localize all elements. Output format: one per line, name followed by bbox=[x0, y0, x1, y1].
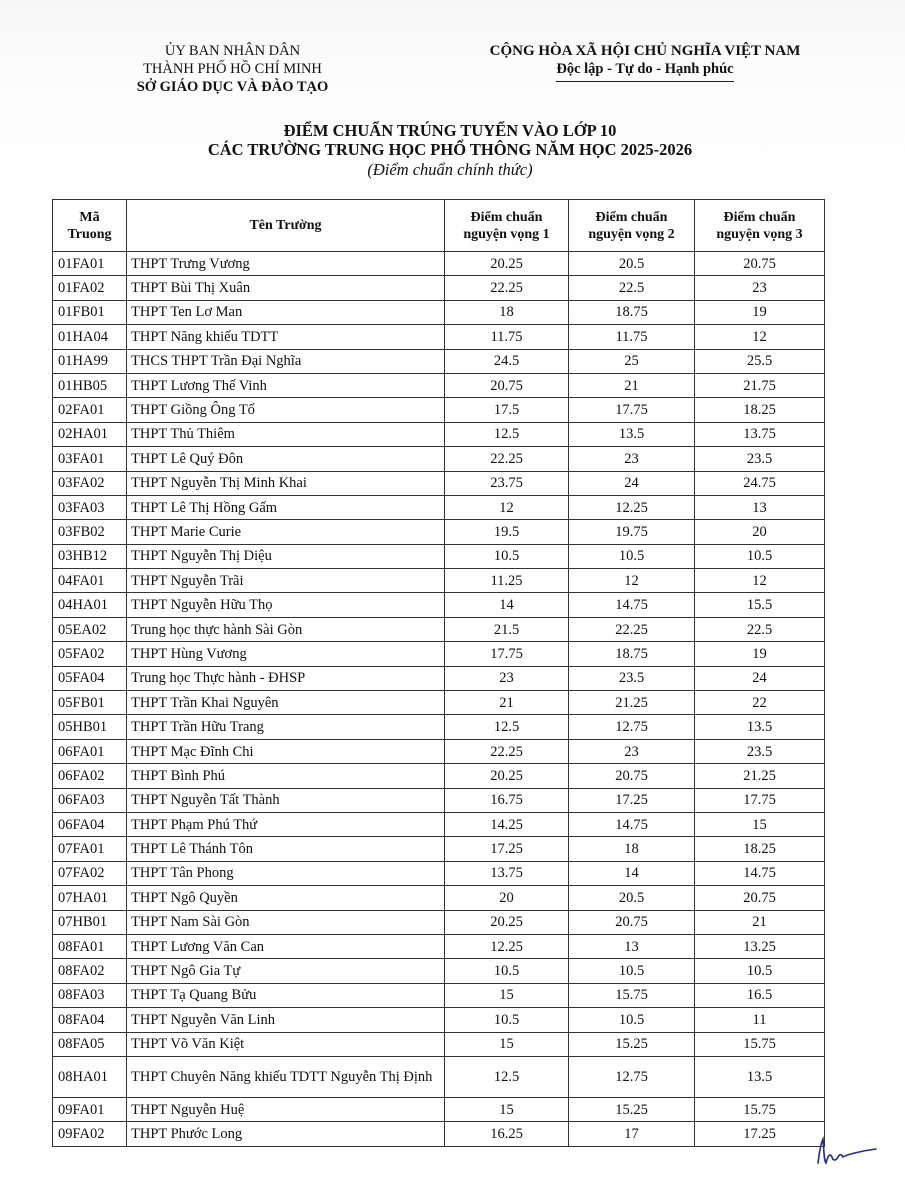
score-nv2-cell: 20.5 bbox=[569, 886, 695, 910]
score-nv1-cell: 20.75 bbox=[445, 373, 569, 397]
score-nv2-cell: 14.75 bbox=[569, 812, 695, 836]
school-code-cell: 01FA02 bbox=[53, 276, 127, 300]
score-nv2-cell: 24 bbox=[569, 471, 695, 495]
school-name-cell: THPT Hùng Vương bbox=[127, 642, 445, 666]
score-nv2-cell: 12 bbox=[569, 569, 695, 593]
score-nv2-cell: 12.75 bbox=[569, 715, 695, 739]
table-row bbox=[53, 276, 825, 300]
table-row bbox=[53, 300, 825, 324]
score-nv2-cell: 21 bbox=[569, 373, 695, 397]
score-nv3-cell: 12 bbox=[695, 325, 825, 349]
score-nv3-cell: 18.25 bbox=[695, 837, 825, 861]
score-nv1-cell: 16.75 bbox=[445, 788, 569, 812]
score-nv3-cell: 20.75 bbox=[695, 252, 825, 276]
score-nv1-cell: 20 bbox=[445, 886, 569, 910]
school-name-cell: THPT Ngô Quyền bbox=[127, 886, 445, 910]
score-nv1-cell: 10.5 bbox=[445, 1008, 569, 1032]
header-nv2 bbox=[569, 200, 695, 252]
score-nv2-cell: 18.75 bbox=[569, 300, 695, 324]
score-nv1-cell: 11.75 bbox=[445, 325, 569, 349]
header-nv1 bbox=[445, 200, 569, 252]
score-nv1-cell: 18 bbox=[445, 300, 569, 324]
school-code-cell: 01HA04 bbox=[53, 325, 127, 349]
score-nv3-cell: 23 bbox=[695, 276, 825, 300]
score-nv3-cell: 11 bbox=[695, 1008, 825, 1032]
score-nv2-cell: 20.75 bbox=[569, 764, 695, 788]
document-title bbox=[80, 121, 820, 159]
table-row bbox=[53, 1097, 825, 1121]
score-nv1-cell: 17.75 bbox=[445, 642, 569, 666]
score-nv2-cell: 18.75 bbox=[569, 642, 695, 666]
score-nv3-cell: 21 bbox=[695, 910, 825, 934]
school-code-cell: 03HB12 bbox=[53, 544, 127, 568]
school-name-cell: THPT Tạ Quang Bửu bbox=[127, 983, 445, 1007]
score-nv1-cell: 23 bbox=[445, 666, 569, 690]
school-code-cell: 07HB01 bbox=[53, 910, 127, 934]
score-nv3-cell: 10.5 bbox=[695, 959, 825, 983]
school-name-cell: THPT Thủ Thiêm bbox=[127, 422, 445, 446]
header-nv1-line-1: Điểm chuẩn bbox=[470, 209, 543, 225]
school-code-cell: 03FB02 bbox=[53, 520, 127, 544]
school-code-cell: 06FA03 bbox=[53, 788, 127, 812]
school-name-cell: THPT Nguyễn Trãi bbox=[127, 569, 445, 593]
table-row bbox=[53, 544, 825, 568]
score-nv2-cell: 23.5 bbox=[569, 666, 695, 690]
score-nv1-cell: 14 bbox=[445, 593, 569, 617]
score-nv3-cell: 18.25 bbox=[695, 398, 825, 422]
school-code-cell: 07FA01 bbox=[53, 837, 127, 861]
header-nv2-line-1: Điểm chuẩn bbox=[595, 209, 668, 225]
table-row bbox=[53, 422, 825, 446]
school-code-cell: 03FA01 bbox=[53, 447, 127, 471]
school-code-cell: 05HB01 bbox=[53, 715, 127, 739]
school-code-cell: 08HA01 bbox=[53, 1056, 127, 1097]
table-row bbox=[53, 593, 825, 617]
score-nv3-cell: 22.5 bbox=[695, 617, 825, 641]
school-code-cell: 03FA02 bbox=[53, 471, 127, 495]
school-code-cell: 06FA04 bbox=[53, 812, 127, 836]
score-nv1-cell: 15 bbox=[445, 1032, 569, 1056]
header-nv3 bbox=[695, 200, 825, 252]
school-name-cell: THPT Bùi Thị Xuân bbox=[127, 276, 445, 300]
table-row bbox=[53, 691, 825, 715]
score-nv1-cell: 17.5 bbox=[445, 398, 569, 422]
score-nv2-cell: 23 bbox=[569, 447, 695, 471]
score-nv1-cell: 16.25 bbox=[445, 1122, 569, 1146]
score-nv2-cell: 23 bbox=[569, 739, 695, 763]
score-nv3-cell: 13 bbox=[695, 495, 825, 519]
table-row bbox=[53, 1056, 825, 1097]
score-nv2-cell: 19.75 bbox=[569, 520, 695, 544]
school-name-cell: THPT Võ Văn Kiệt bbox=[127, 1032, 445, 1056]
school-code-cell: 05EA02 bbox=[53, 617, 127, 641]
school-code-cell: 01HA99 bbox=[53, 349, 127, 373]
school-code-cell: 02HA01 bbox=[53, 422, 127, 446]
table-body bbox=[53, 252, 825, 1147]
table-row bbox=[53, 471, 825, 495]
school-name-cell: THPT Trưng Vương bbox=[127, 252, 445, 276]
score-nv2-cell: 10.5 bbox=[569, 544, 695, 568]
table-row bbox=[53, 398, 825, 422]
score-nv3-cell: 15.5 bbox=[695, 593, 825, 617]
score-nv1-cell: 21 bbox=[445, 691, 569, 715]
score-nv2-cell: 15.25 bbox=[569, 1032, 695, 1056]
score-nv1-cell: 21.5 bbox=[445, 617, 569, 641]
national-motto: Độc lập - Tự do - Hạnh phúc bbox=[556, 60, 733, 82]
score-nv3-cell: 20 bbox=[695, 520, 825, 544]
school-name-cell: THCS THPT Trần Đại Nghĩa bbox=[127, 349, 445, 373]
header-school-code bbox=[53, 200, 127, 252]
score-nv2-cell: 25 bbox=[569, 349, 695, 373]
table-row bbox=[53, 959, 825, 983]
school-name-cell: THPT Nam Sài Gòn bbox=[127, 910, 445, 934]
table-row bbox=[53, 252, 825, 276]
table-row bbox=[53, 666, 825, 690]
table-row bbox=[53, 739, 825, 763]
table-row bbox=[53, 1122, 825, 1146]
score-nv1-cell: 12.5 bbox=[445, 1056, 569, 1097]
score-nv3-cell: 15 bbox=[695, 812, 825, 836]
title-line-2: CÁC TRƯỜNG TRUNG HỌC PHỔ THÔNG NĂM HỌC 2025-2026 bbox=[207, 140, 693, 159]
header-nv1-line-2: nguyện vọng 1 bbox=[463, 226, 550, 242]
score-nv2-cell: 13.5 bbox=[569, 422, 695, 446]
school-code-cell: 01HB05 bbox=[53, 373, 127, 397]
score-nv3-cell: 23.5 bbox=[695, 447, 825, 471]
table-row bbox=[53, 1008, 825, 1032]
table-row bbox=[53, 715, 825, 739]
school-code-cell: 08FA01 bbox=[53, 934, 127, 958]
score-nv3-cell: 13.75 bbox=[695, 422, 825, 446]
table-row bbox=[53, 934, 825, 958]
score-nv3-cell: 10.5 bbox=[695, 544, 825, 568]
school-name-cell: THPT Trần Hữu Trang bbox=[127, 715, 445, 739]
header-code-line-1: Mã bbox=[79, 209, 100, 225]
school-code-cell: 09FA01 bbox=[53, 1097, 127, 1121]
score-nv3-cell: 19 bbox=[695, 300, 825, 324]
school-code-cell: 07HA01 bbox=[53, 886, 127, 910]
school-code-cell: 04FA01 bbox=[53, 569, 127, 593]
table-row bbox=[53, 520, 825, 544]
score-nv1-cell: 12.5 bbox=[445, 715, 569, 739]
header-nv3-line-1: Điểm chuẩn bbox=[723, 209, 796, 225]
school-code-cell: 08FA04 bbox=[53, 1008, 127, 1032]
score-nv2-cell: 13 bbox=[569, 934, 695, 958]
school-name-cell: THPT Giồng Ông Tố bbox=[127, 398, 445, 422]
score-nv1-cell: 10.5 bbox=[445, 959, 569, 983]
school-name-cell: THPT Lê Thị Hồng Gấm bbox=[127, 495, 445, 519]
school-name-cell: THPT Phước Long bbox=[127, 1122, 445, 1146]
school-name-cell: THPT Lương Văn Can bbox=[127, 934, 445, 958]
school-name-cell: THPT Lê Thánh Tôn bbox=[127, 837, 445, 861]
score-nv3-cell: 24 bbox=[695, 666, 825, 690]
school-code-cell: 08FA05 bbox=[53, 1032, 127, 1056]
signature-mark bbox=[812, 1133, 882, 1173]
school-code-cell: 06FA02 bbox=[53, 764, 127, 788]
school-name-cell: THPT Chuyên Năng khiếu TDTT Nguyễn Thị Định bbox=[127, 1056, 445, 1097]
score-nv3-cell: 20.75 bbox=[695, 886, 825, 910]
authority-line-3: SỞ GIÁO DỤC VÀ ĐÀO TẠO bbox=[136, 79, 329, 95]
score-nv2-cell: 15.75 bbox=[569, 983, 695, 1007]
score-nv1-cell: 20.25 bbox=[445, 252, 569, 276]
school-name-cell: Trung học thực hành Sài Gòn bbox=[127, 617, 445, 641]
score-nv2-cell: 17 bbox=[569, 1122, 695, 1146]
school-code-cell: 05FA02 bbox=[53, 642, 127, 666]
school-code-cell: 05FB01 bbox=[53, 691, 127, 715]
table-header-row bbox=[53, 200, 825, 252]
score-nv3-cell: 15.75 bbox=[695, 1097, 825, 1121]
score-nv1-cell: 12.5 bbox=[445, 422, 569, 446]
score-nv1-cell: 23.75 bbox=[445, 471, 569, 495]
table-row bbox=[53, 617, 825, 641]
score-nv1-cell: 15 bbox=[445, 983, 569, 1007]
table-row bbox=[53, 886, 825, 910]
school-code-cell: 01FA01 bbox=[53, 252, 127, 276]
score-nv2-cell: 20.75 bbox=[569, 910, 695, 934]
table-row bbox=[53, 764, 825, 788]
score-nv2-cell: 22.5 bbox=[569, 276, 695, 300]
score-nv3-cell: 23.5 bbox=[695, 739, 825, 763]
score-nv2-cell: 12.25 bbox=[569, 495, 695, 519]
score-nv3-cell: 21.75 bbox=[695, 373, 825, 397]
school-name-cell: THPT Nguyễn Huệ bbox=[127, 1097, 445, 1121]
header-nv2-line-2: nguyện vọng 2 bbox=[588, 226, 675, 242]
score-nv3-cell: 16.5 bbox=[695, 983, 825, 1007]
table-row bbox=[53, 861, 825, 885]
school-code-cell: 08FA02 bbox=[53, 959, 127, 983]
score-nv1-cell: 22.25 bbox=[445, 276, 569, 300]
document-subtitle: (Điểm chuẩn chính thức) bbox=[367, 160, 533, 179]
table-row bbox=[53, 1032, 825, 1056]
table-row bbox=[53, 569, 825, 593]
table-row bbox=[53, 983, 825, 1007]
school-code-cell: 01FB01 bbox=[53, 300, 127, 324]
score-nv1-cell: 20.25 bbox=[445, 910, 569, 934]
score-nv3-cell: 14.75 bbox=[695, 861, 825, 885]
school-name-cell: THPT Marie Curie bbox=[127, 520, 445, 544]
school-name-cell: THPT Lê Quý Đôn bbox=[127, 447, 445, 471]
score-nv1-cell: 19.5 bbox=[445, 520, 569, 544]
score-nv3-cell: 25.5 bbox=[695, 349, 825, 373]
score-nv1-cell: 17.25 bbox=[445, 837, 569, 861]
score-nv1-cell: 22.25 bbox=[445, 739, 569, 763]
score-nv2-cell: 20.5 bbox=[569, 252, 695, 276]
school-name-cell: THPT Nguyễn Hữu Thọ bbox=[127, 593, 445, 617]
score-nv2-cell: 21.25 bbox=[569, 691, 695, 715]
score-nv2-cell: 12.75 bbox=[569, 1056, 695, 1097]
header-nv3-line-2: nguyện vọng 3 bbox=[716, 226, 803, 242]
school-code-cell: 09FA02 bbox=[53, 1122, 127, 1146]
header-code-line-2: Truong bbox=[67, 226, 112, 242]
table-row bbox=[53, 447, 825, 471]
school-code-cell: 03FA03 bbox=[53, 495, 127, 519]
title-line-1: ĐIỂM CHUẨN TRÚNG TUYỂN VÀO LỚP 10 bbox=[283, 121, 617, 140]
national-name: CỘNG HÒA XÃ HỘI CHỦ NGHĨA VIỆT NAM bbox=[489, 43, 801, 59]
school-name-cell: THPT Nguyễn Tất Thành bbox=[127, 788, 445, 812]
table-row bbox=[53, 788, 825, 812]
score-table bbox=[52, 199, 825, 1147]
score-nv3-cell: 21.25 bbox=[695, 764, 825, 788]
table-row bbox=[53, 837, 825, 861]
score-nv3-cell: 13.5 bbox=[695, 1056, 825, 1097]
school-name-cell: THPT Nguyễn Thị Minh Khai bbox=[127, 471, 445, 495]
score-nv2-cell: 22.25 bbox=[569, 617, 695, 641]
score-nv3-cell: 17.25 bbox=[695, 1122, 825, 1146]
score-nv1-cell: 14.25 bbox=[445, 812, 569, 836]
authority-line-2: THÀNH PHỐ HỒ CHÍ MINH bbox=[143, 61, 322, 77]
score-nv3-cell: 13.5 bbox=[695, 715, 825, 739]
issuing-authority bbox=[90, 42, 375, 96]
table-row bbox=[53, 373, 825, 397]
school-name-cell: THPT Nguyễn Văn Linh bbox=[127, 1008, 445, 1032]
score-nv1-cell: 11.25 bbox=[445, 569, 569, 593]
score-nv1-cell: 10.5 bbox=[445, 544, 569, 568]
school-name-cell: THPT Mạc Đĩnh Chi bbox=[127, 739, 445, 763]
school-code-cell: 02FA01 bbox=[53, 398, 127, 422]
score-nv3-cell: 24.75 bbox=[695, 471, 825, 495]
table-row bbox=[53, 325, 825, 349]
school-name-cell: THPT Năng khiếu TDTT bbox=[127, 325, 445, 349]
school-name-cell: THPT Ngô Gia Tự bbox=[127, 959, 445, 983]
score-nv3-cell: 15.75 bbox=[695, 1032, 825, 1056]
score-nv2-cell: 14.75 bbox=[569, 593, 695, 617]
school-code-cell: 07FA02 bbox=[53, 861, 127, 885]
score-nv2-cell: 11.75 bbox=[569, 325, 695, 349]
score-nv3-cell: 17.75 bbox=[695, 788, 825, 812]
score-nv1-cell: 13.75 bbox=[445, 861, 569, 885]
score-nv2-cell: 18 bbox=[569, 837, 695, 861]
score-nv2-cell: 10.5 bbox=[569, 1008, 695, 1032]
school-name-cell: THPT Bình Phú bbox=[127, 764, 445, 788]
table-row bbox=[53, 910, 825, 934]
table-row bbox=[53, 495, 825, 519]
score-nv2-cell: 15.25 bbox=[569, 1097, 695, 1121]
header-school-name: Tên Trường bbox=[127, 200, 445, 252]
score-nv3-cell: 22 bbox=[695, 691, 825, 715]
score-nv1-cell: 15 bbox=[445, 1097, 569, 1121]
school-name-cell: THPT Tân Phong bbox=[127, 861, 445, 885]
school-name-cell: Trung học Thực hành - ĐHSP bbox=[127, 666, 445, 690]
school-code-cell: 04HA01 bbox=[53, 593, 127, 617]
authority-line-1: ỦY BAN NHÂN DÂN bbox=[164, 43, 301, 59]
score-nv2-cell: 17.25 bbox=[569, 788, 695, 812]
national-header bbox=[455, 42, 835, 82]
school-name-cell: THPT Trần Khai Nguyên bbox=[127, 691, 445, 715]
school-name-cell: THPT Nguyễn Thị Diệu bbox=[127, 544, 445, 568]
score-nv1-cell: 12.25 bbox=[445, 934, 569, 958]
table-row bbox=[53, 349, 825, 373]
score-nv1-cell: 20.25 bbox=[445, 764, 569, 788]
score-nv3-cell: 12 bbox=[695, 569, 825, 593]
table-row bbox=[53, 642, 825, 666]
score-nv1-cell: 22.25 bbox=[445, 447, 569, 471]
school-code-cell: 05FA04 bbox=[53, 666, 127, 690]
school-code-cell: 08FA03 bbox=[53, 983, 127, 1007]
score-nv1-cell: 12 bbox=[445, 495, 569, 519]
school-code-cell: 06FA01 bbox=[53, 739, 127, 763]
score-nv2-cell: 10.5 bbox=[569, 959, 695, 983]
table-row bbox=[53, 812, 825, 836]
score-nv2-cell: 14 bbox=[569, 861, 695, 885]
school-name-cell: THPT Ten Lơ Man bbox=[127, 300, 445, 324]
score-nv2-cell: 17.75 bbox=[569, 398, 695, 422]
score-nv3-cell: 19 bbox=[695, 642, 825, 666]
score-nv3-cell: 13.25 bbox=[695, 934, 825, 958]
school-name-cell: THPT Phạm Phú Thứ bbox=[127, 812, 445, 836]
score-nv1-cell: 24.5 bbox=[445, 349, 569, 373]
school-name-cell: THPT Lương Thế Vinh bbox=[127, 373, 445, 397]
